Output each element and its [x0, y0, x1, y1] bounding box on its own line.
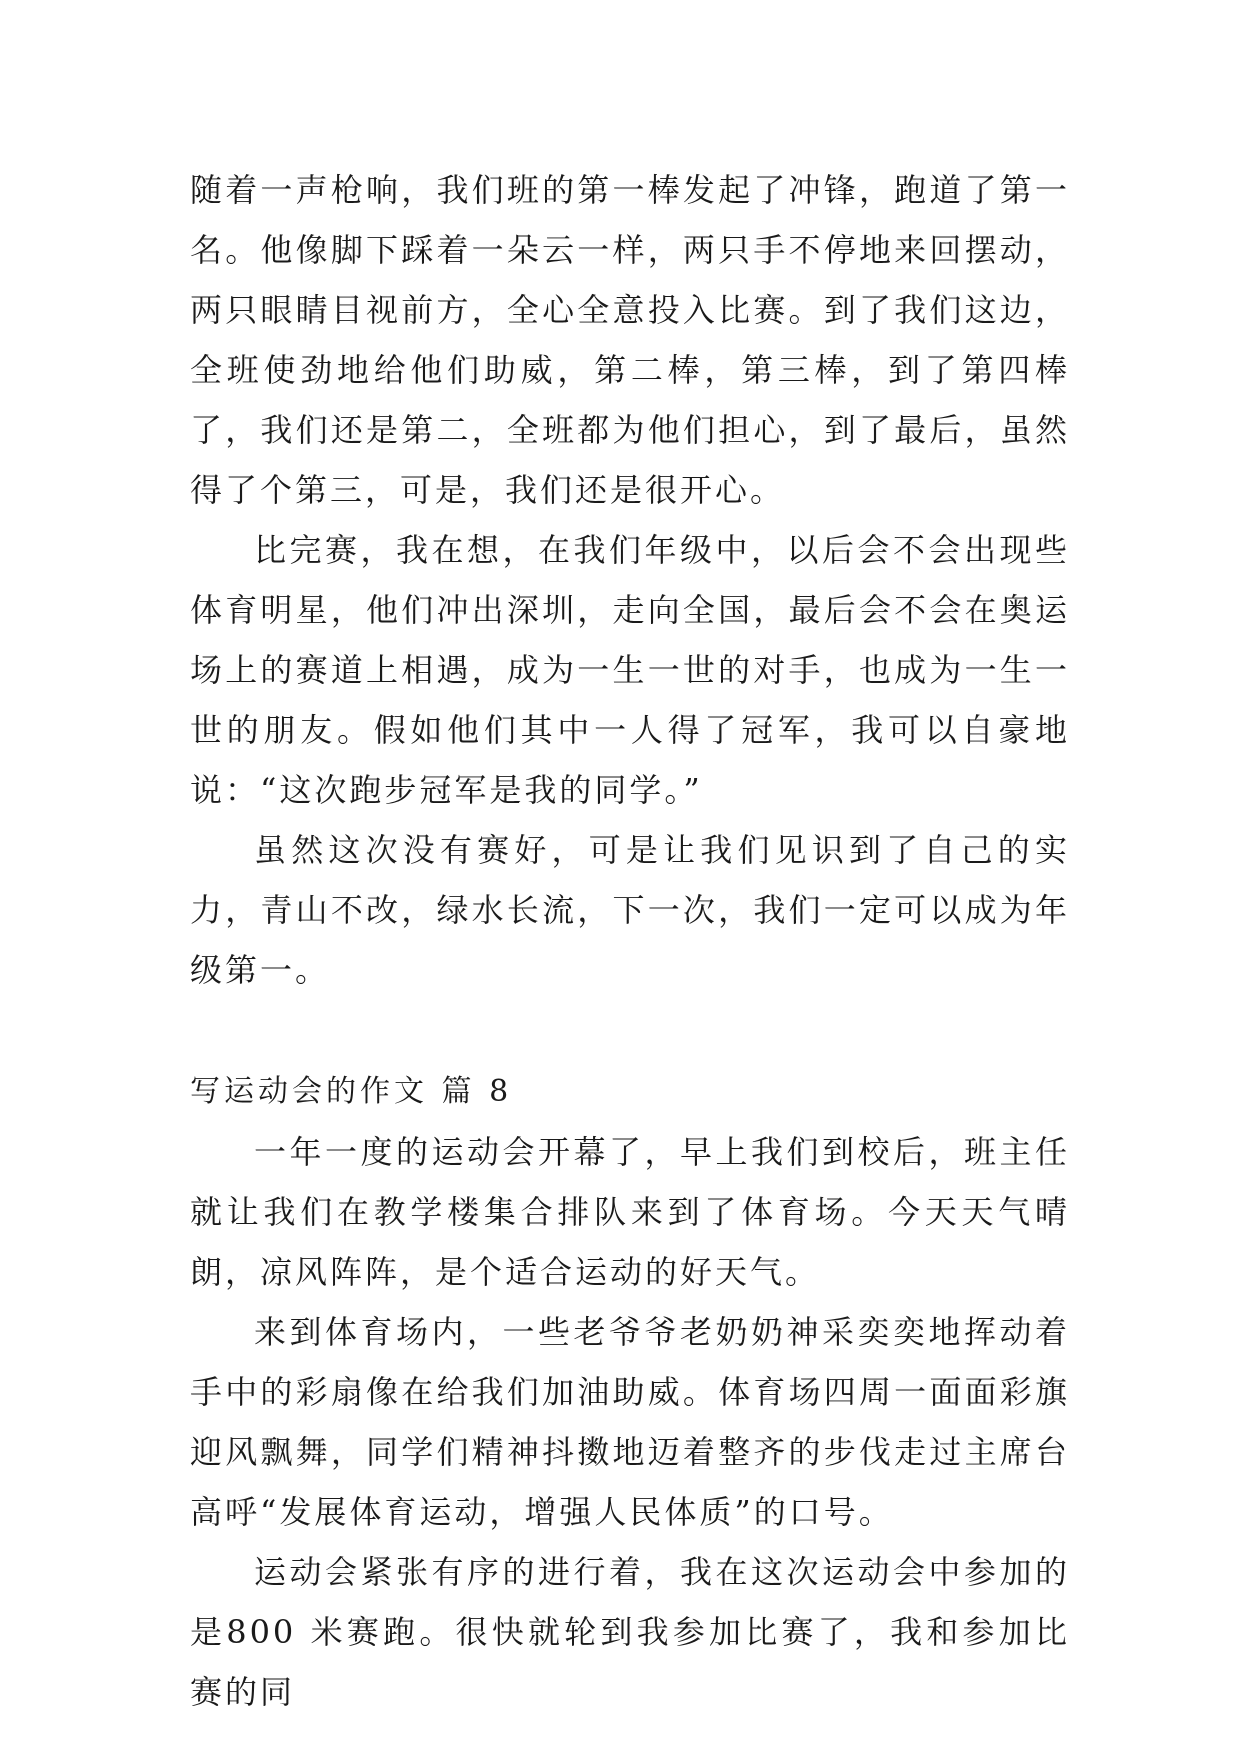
section-gap: [190, 1000, 1070, 1062]
paragraph-stadium: 来到体育场内，一些老爷爷老奶奶神采奕奕地挥动着手中的彩扇像在给我们加油助威。体育场四周一面面彩旗迎风飘舞，同学们精神抖擞地迈着整齐的步伐走过主席台高呼“发展体育运动，增强人民体质”的口号。: [190, 1313, 1070, 1531]
document-body: [190, 160, 1070, 1722]
paragraph-800m: 运动会紧张有序的进行着，我在这次运动会中参加的是800 米赛跑。很快就轮到我参加比赛了，我和参加比赛的同: [190, 1553, 1070, 1711]
paragraph-relay-race: 随着一声枪响，我们班的第一棒发起了冲锋，跑道了第一名。他像脚下踩着一朵云一样，两只手不停地来回摆动，两只眼睛目视前方，全心全意投入比赛。到了我们这边，全班使劲地给他们助威，第二棒，第三棒，到了第四棒了，我们还是第二，全班都为他们担心，到了最后，虽然得了个第三，可是，我们还是很开心。: [190, 171, 1070, 509]
paragraph-opening: 一年一度的运动会开幕了，早上我们到校后，班主任就让我们在教学楼集合排队来到了体育场。今天天气晴朗，凉风阵阵，是个适合运动的好天气。: [190, 1133, 1070, 1291]
section-heading: 写运动会的作文 篇 8: [190, 1074, 513, 1109]
paragraph-after-race: 比完赛，我在想，在我们年级中，以后会不会出现些体育明星，他们冲出深圳，走向全国，最后会不会在奥运场上的赛道上相遇，成为一生一世的对手，也成为一生一世的朋友。假如他们其中一人得了冠军，我可以自豪地说：“这次跑步冠军是我的同学。”: [190, 531, 1070, 809]
paragraph-next-time: 虽然这次没有赛好，可是让我们见识到了自己的实力，青山不改，绿水长流，下一次，我们一定可以成为年级第一。: [190, 831, 1070, 989]
